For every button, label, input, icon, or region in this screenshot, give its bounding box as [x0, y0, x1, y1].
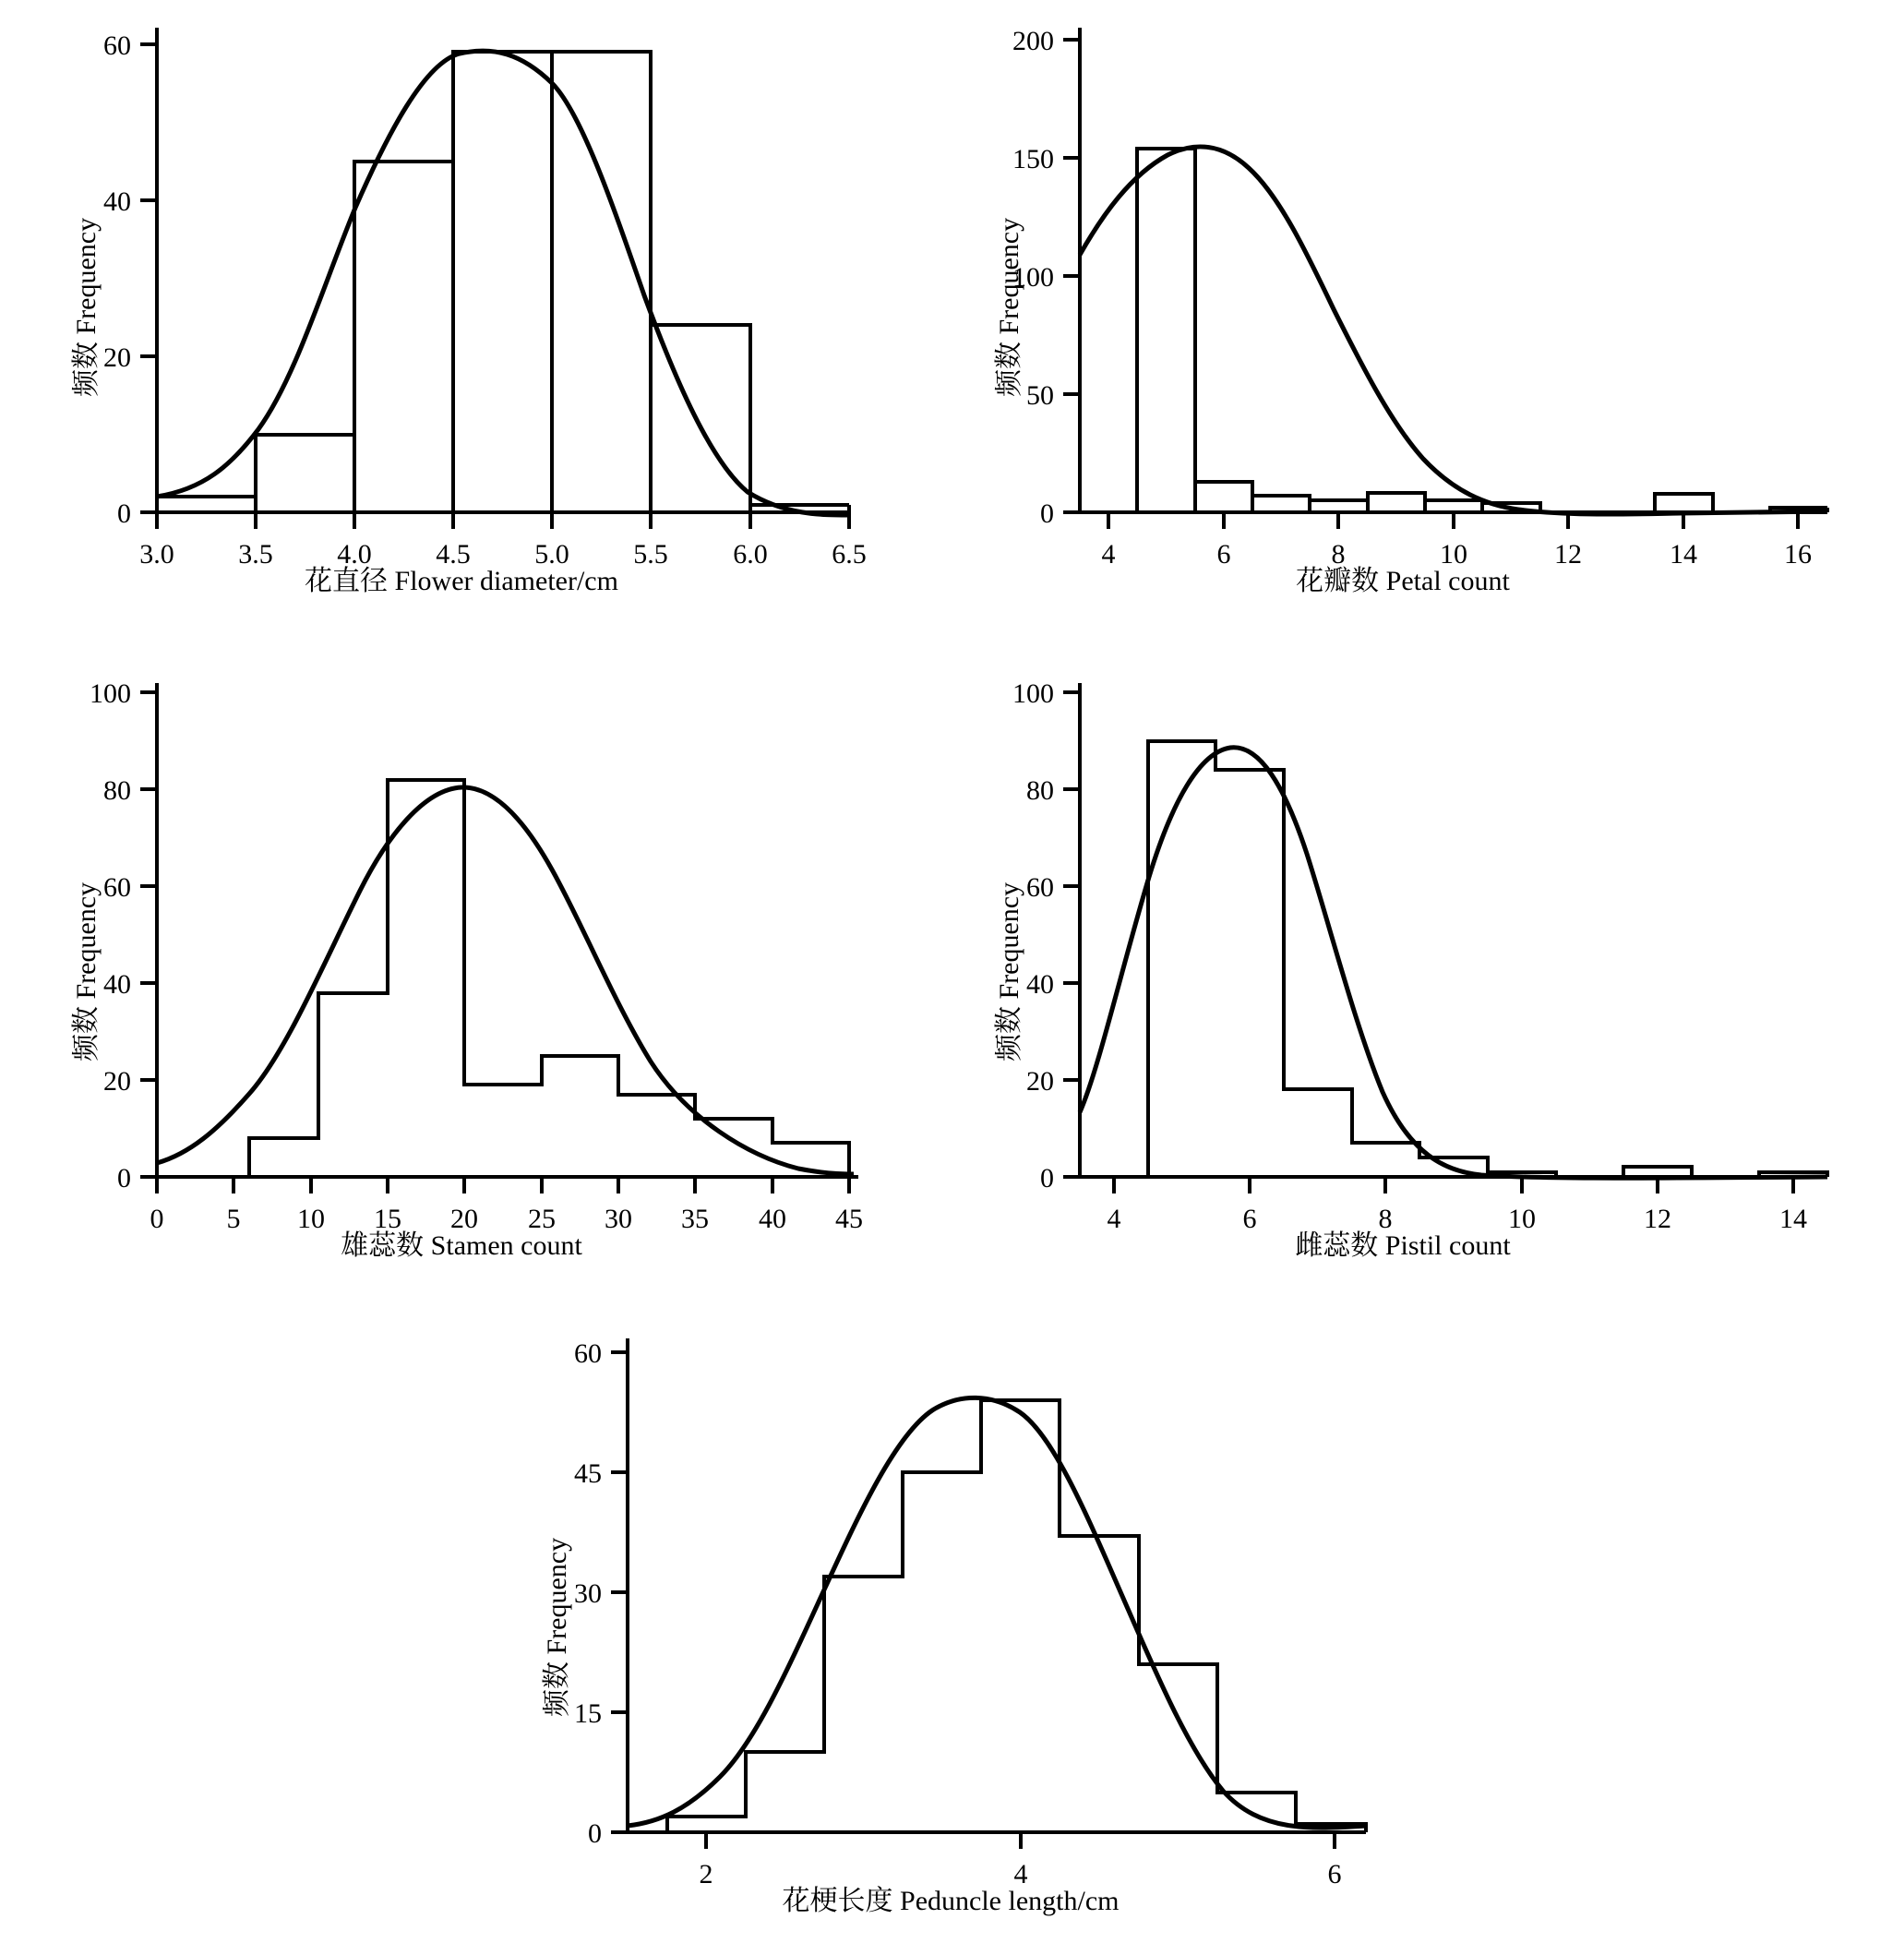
svg-text:4.5: 4.5: [436, 539, 471, 570]
panel-peduncle-length-ylabel: 频数 Frequency: [542, 1537, 572, 1717]
svg-text:3.0: 3.0: [139, 539, 174, 570]
svg-text:8: 8: [1378, 1204, 1393, 1234]
normal-curve: [157, 51, 849, 515]
svg-text:40: 40: [1026, 969, 1054, 1000]
svg-text:6: 6: [1216, 539, 1231, 570]
svg-text:40: 40: [759, 1204, 786, 1234]
svg-text:15: 15: [574, 1698, 602, 1729]
svg-text:0: 0: [117, 1163, 131, 1193]
svg-text:20: 20: [1026, 1066, 1054, 1097]
svg-text:14: 14: [1670, 539, 1697, 570]
svg-text:5.5: 5.5: [633, 539, 668, 570]
svg-text:30: 30: [605, 1204, 632, 1234]
svg-text:60: 60: [574, 1338, 602, 1369]
svg-text:16: 16: [1784, 539, 1812, 570]
svg-text:2: 2: [699, 1859, 713, 1889]
svg-text:100: 100: [1012, 678, 1054, 709]
panel-pistil-count-plot: [941, 665, 1864, 1234]
svg-text:200: 200: [1012, 26, 1054, 56]
normal-curve: [628, 1397, 1366, 1828]
svg-text:4.0: 4.0: [337, 539, 372, 570]
svg-text:6.5: 6.5: [832, 539, 867, 570]
panel-pistil-count-xlabel: 雌蕊数 Pistil count: [1295, 1230, 1511, 1261]
panel-flower-diameter-ylabel: 频数 Frequency: [71, 217, 102, 397]
svg-text:6.0: 6.0: [733, 539, 768, 570]
svg-text:50: 50: [1026, 380, 1054, 411]
svg-text:8: 8: [1331, 539, 1346, 570]
panel-peduncle-length: [489, 1320, 1412, 1929]
panel-stamen-count-xlabel: 雄蕊数 Stamen count: [341, 1230, 582, 1261]
panel-pistil-count: [941, 665, 1864, 1274]
svg-text:10: 10: [1508, 1204, 1536, 1234]
svg-text:80: 80: [1026, 775, 1054, 806]
svg-text:60: 60: [103, 30, 131, 61]
svg-text:5: 5: [226, 1204, 241, 1234]
normal-curve: [1080, 147, 1827, 514]
svg-text:100: 100: [1012, 262, 1054, 293]
panel-petal-count-xlabel: 花瓣数 Petal count: [1296, 566, 1510, 596]
svg-text:12: 12: [1554, 539, 1582, 570]
svg-text:20: 20: [103, 1066, 131, 1097]
panel-flower-diameter-plot: [18, 9, 904, 570]
svg-text:0: 0: [588, 1818, 602, 1849]
svg-text:30: 30: [574, 1578, 602, 1609]
svg-text:15: 15: [374, 1204, 401, 1234]
svg-text:0: 0: [150, 1204, 164, 1234]
svg-text:14: 14: [1779, 1204, 1807, 1234]
svg-text:0: 0: [1040, 498, 1054, 529]
svg-text:10: 10: [297, 1204, 325, 1234]
histogram-bars: [1080, 149, 1827, 512]
svg-text:60: 60: [103, 872, 131, 903]
svg-text:0: 0: [1040, 1163, 1054, 1193]
panel-petal-count-plot: [941, 9, 1864, 570]
svg-text:20: 20: [103, 342, 131, 373]
svg-text:40: 40: [103, 969, 131, 1000]
histogram-bars: [249, 780, 849, 1177]
svg-text:35: 35: [681, 1204, 709, 1234]
panel-pistil-count-ylabel: 频数 Frequency: [994, 882, 1024, 1061]
svg-text:12: 12: [1644, 1204, 1671, 1234]
svg-text:6: 6: [1242, 1204, 1257, 1234]
panel-flower-diameter: [18, 9, 904, 609]
histogram-bars: [157, 52, 849, 512]
svg-text:150: 150: [1012, 144, 1054, 174]
svg-text:4: 4: [1013, 1859, 1028, 1889]
svg-text:45: 45: [574, 1458, 602, 1489]
svg-text:0: 0: [117, 498, 131, 529]
histogram-bars: [1080, 741, 1827, 1177]
svg-text:6: 6: [1327, 1859, 1342, 1889]
svg-text:10: 10: [1440, 539, 1467, 570]
svg-text:25: 25: [528, 1204, 556, 1234]
svg-text:4: 4: [1107, 1204, 1121, 1234]
histogram-bars: [667, 1400, 1366, 1832]
panel-peduncle-length-plot: [489, 1320, 1412, 1889]
panel-petal-count-ylabel: 频数 Frequency: [994, 217, 1024, 397]
svg-text:45: 45: [835, 1204, 863, 1234]
svg-text:3.5: 3.5: [238, 539, 273, 570]
svg-text:100: 100: [90, 678, 131, 709]
panel-stamen-count-ylabel: 频数 Frequency: [71, 882, 102, 1061]
panel-petal-count: [941, 9, 1864, 609]
svg-text:4: 4: [1101, 539, 1116, 570]
svg-text:80: 80: [103, 775, 131, 806]
svg-text:60: 60: [1026, 872, 1054, 903]
panel-flower-diameter-xlabel: 花直径 Flower diameter/cm: [305, 566, 618, 596]
panel-stamen-count-plot: [18, 665, 904, 1234]
panel-peduncle-length-xlabel: 花梗长度 Peduncle length/cm: [782, 1886, 1120, 1916]
svg-text:40: 40: [103, 186, 131, 217]
normal-curve: [157, 787, 854, 1174]
svg-text:5.0: 5.0: [534, 539, 569, 570]
normal-curve: [1080, 748, 1827, 1178]
panel-stamen-count: [18, 665, 904, 1274]
svg-text:20: 20: [450, 1204, 478, 1234]
